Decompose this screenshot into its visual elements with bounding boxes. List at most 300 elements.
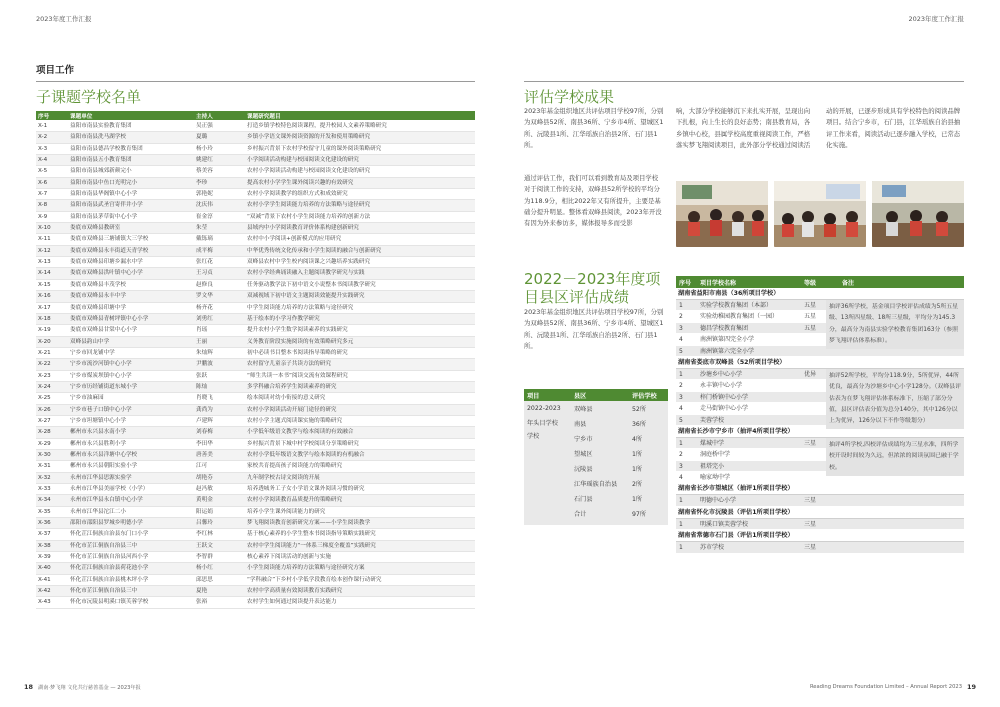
table-row xyxy=(36,484,475,495)
table-cell: X-42 xyxy=(38,588,51,595)
table-cell: 明德中心小学 xyxy=(700,497,737,505)
table-cell: 基于核心素养的小学生整本书阅读指导策略实践研究 xyxy=(247,531,376,538)
table-cell: 王习贞 xyxy=(196,270,213,277)
page-number-left: 18 xyxy=(24,683,34,691)
table-cell: 宁乡市历经铺街道东城小学 xyxy=(70,383,138,390)
table-cell: X-39 xyxy=(38,554,51,561)
table-cell: 优异 xyxy=(804,370,817,378)
table-cell: 核心素养下阅读活动的创新与实施 xyxy=(247,554,331,561)
summary-count: 36所 xyxy=(632,421,647,428)
eval-paragraph: 动的开展，已逐步形成具有学校特色的阅读品牌项目。结合宁乡市，石门县，江华瑶族自治县抽评工作来看，阅读活动已逐步融入学校，已常态化实施。 xyxy=(826,107,961,149)
table-cell: 益阳市南县武圣宫寄伴井小学 xyxy=(70,202,143,209)
table-cell: 永州市江华县思源实验学 xyxy=(70,474,132,481)
table-row xyxy=(36,427,475,438)
table-cell: X-1 xyxy=(38,123,48,129)
col-header: 县区 xyxy=(574,393,587,400)
table-cell: 打造乡镇学校特色阅读课程，提升校园人文素养策略研究 xyxy=(247,123,387,129)
table-row xyxy=(36,257,475,268)
table-cell: 怀化市芷江侗族自治县三中 xyxy=(70,542,138,549)
table-cell: “双减”背景下农村小学生阅读能力培养的创新方法 xyxy=(247,213,371,220)
summary-county: 双峰县 xyxy=(574,406,593,413)
table-cell: 小学低年级语文教学与绘本阅读的有效融合 xyxy=(247,429,354,436)
table-row xyxy=(36,382,475,393)
table-row xyxy=(36,212,475,223)
table-row xyxy=(36,234,475,245)
table-cell: 刘春梅 xyxy=(196,429,213,436)
table-cell: 农村留守儿童亲子共读方法的研究 xyxy=(247,361,331,368)
table-cell: 杨小红 xyxy=(196,565,213,572)
table-row xyxy=(36,189,475,200)
results-title: 2022－2023年度项目县区评估成绩 xyxy=(524,270,661,306)
summary-table-body xyxy=(524,401,668,525)
table-cell: X-24 xyxy=(38,383,51,390)
results-table-header xyxy=(676,276,964,288)
table-cell: 罗文华 xyxy=(196,293,213,300)
table-cell: 德昌学校教育集团 xyxy=(700,324,749,332)
table-cell: 李智群 xyxy=(196,554,213,561)
table-cell: X-38 xyxy=(38,542,51,549)
table-cell: 乡镇小学语文课外阅读资源的开发和使用策略研究 xyxy=(247,134,371,141)
table-cell: X-13 xyxy=(38,259,51,266)
table-cell: 3 xyxy=(679,324,683,332)
table-cell: X-43 xyxy=(38,599,51,606)
table-row xyxy=(36,461,475,472)
table-cell: X-7 xyxy=(38,191,48,198)
table-cell: X-37 xyxy=(38,531,51,538)
table-cell: X-4 xyxy=(38,157,48,164)
summary-county: 望城区 xyxy=(574,451,593,458)
summary-county: 宁乡市 xyxy=(574,436,593,443)
table-cell: 多学科融合培养学生阅读素养的研究 xyxy=(247,383,337,390)
col-header: 评估学校 xyxy=(632,393,657,400)
table-cell: 益阳市南县洗马湖学校 xyxy=(70,134,126,141)
table-cell: 张红花 xyxy=(196,259,213,266)
table-cell: X-15 xyxy=(38,281,51,288)
table-cell: 5 xyxy=(679,347,683,355)
group-title: 湖南省长沙市望城区（抽评1所项目学校） xyxy=(676,483,964,495)
table-cell: 提升农村小学生数学阅读素养的实践研究 xyxy=(247,327,348,334)
divider xyxy=(524,81,964,82)
table-cell: X-34 xyxy=(38,497,51,504)
table-cell: 三星 xyxy=(804,439,817,447)
table-row xyxy=(36,359,475,370)
table-row xyxy=(36,280,475,291)
group-block xyxy=(676,495,964,506)
table-cell: 益阳市南县实验教育集团 xyxy=(70,123,132,129)
table-row xyxy=(36,529,475,540)
table-cell: 肖瑶 xyxy=(196,327,208,334)
table-cell: 三星 xyxy=(804,497,817,505)
classroom-photo xyxy=(774,181,866,247)
table-cell: 永丰镇中心小学 xyxy=(700,382,743,390)
eval-paragraph: 通过评估工作，我们可以看到教育局及项目学校对于阅读工作的支持，双峰县52所学校的平均分为118.9分，相比2022年又有所提升，主要是基础分提升明显。整体看双峰县阅读，2023年开没有因为外来参访多，媒体报导多而受影 xyxy=(524,174,662,228)
col-header: 等级 xyxy=(804,280,817,287)
table-cell: 五星 xyxy=(804,324,817,332)
table-cell: 娄底市双峰县印塘乡漏水中学 xyxy=(70,259,143,266)
table-cell: 邱思思 xyxy=(196,576,213,583)
table-cell: 成平梅 xyxy=(196,247,213,254)
table-cell: 娄底市双峰县永丰中学 xyxy=(70,293,126,300)
table-cell: 小学生阅读能力培养的方法策略与途径研究方案 xyxy=(247,565,365,572)
table-cell: 农村小学学生阅读能力培养的方法策略与途径研究 xyxy=(247,202,371,209)
group-note: 抽评52所学校，平均分118.9分，5所优异，44所优良，最高分为沙塘乡中心小学128分。（双峰县评估表为在梦飞翔评估体系标准下，压缩了部分分值，县区评估表分值为总分140分，其中126分以上为优异，126分以下不作等级划分） xyxy=(826,369,964,429)
table-cell: 明溪口镇芙蓉学校 xyxy=(700,520,749,528)
group-title: 湖南省娄底市双峰县（52所项目学校） xyxy=(676,357,964,369)
table-cell: 吴正强 xyxy=(196,123,213,129)
results-table-body xyxy=(676,288,964,554)
summary-count: 1所 xyxy=(632,496,643,503)
summary-project: 学校 xyxy=(527,433,540,440)
table-row xyxy=(36,586,475,597)
table-cell: 农村中小学阅读+创新模式的应用研究 xyxy=(247,236,342,243)
table-cell: 1 xyxy=(679,497,683,505)
table-cell: X-18 xyxy=(38,315,51,322)
table-cell: 朱莹 xyxy=(196,225,208,232)
summary-table-header xyxy=(524,389,668,401)
table-row xyxy=(36,132,475,143)
eval-paragraph: 响，大部分学校能够沉下来扎实开展，呈现出向下扎根，向上生长的良好态势；南县教育局，各乡镇中心校，县属学校高度重视阅读工作，严格落实梦飞翔阅读项目，此外部分学校通过阅读活 xyxy=(676,107,811,149)
table-cell: 张裕 xyxy=(196,599,208,606)
table-cell: 梓门桥镇中心小学 xyxy=(700,393,749,401)
group-title: 湖南省常德市石门县（评估1所项目学校） xyxy=(676,530,964,542)
table-cell: 李红林 xyxy=(196,531,213,538)
table-cell: 唐善美 xyxy=(196,451,213,458)
table-cell: 刘勇红 xyxy=(196,315,213,322)
table-cell: 宁乡市油麻园 xyxy=(70,395,104,402)
table-row xyxy=(36,507,475,518)
table-cell: 娄底市双峰县丰茂学校 xyxy=(70,281,126,288)
table-cell: 梦飞翔阅读教育创新研究方案——小学生阅读教学 xyxy=(247,520,371,527)
table-cell: “师生共读一本书”阅读交流有效课程研究 xyxy=(247,372,348,379)
table-cell: X-17 xyxy=(38,304,51,311)
table-cell: 怀化芷江侗族自治县东门口小学 xyxy=(70,531,149,538)
table-cell: 农村小学主题式阅读课实施的策略研究 xyxy=(247,417,343,424)
table-cell: 王跃文 xyxy=(196,542,213,549)
table-cell: X-28 xyxy=(38,429,51,436)
table-cell: 宁乡市巷子口镇中心小学 xyxy=(70,406,132,413)
group-title: 湖南省怀化市沅陵县（评估1所项目学校） xyxy=(676,507,964,519)
table-cell: 农村小学阅读活动构建与校园阅读文化建设的研究 xyxy=(247,168,371,175)
table-cell: 益阳市南县城郊新颜完小 xyxy=(70,168,132,175)
table-cell: 尹鹏波 xyxy=(196,361,213,368)
table-row xyxy=(36,144,475,155)
table-row xyxy=(36,450,475,461)
eval-title: 评估学校成果 xyxy=(524,88,615,106)
table-cell: X-41 xyxy=(38,576,51,583)
table-cell: 农村小学阅读活动开展门途径的研究 xyxy=(247,406,337,413)
classroom-photo xyxy=(676,181,768,247)
table-cell: X-35 xyxy=(38,508,51,515)
table-row xyxy=(36,348,475,359)
table-cell: X-22 xyxy=(38,361,51,368)
table-cell: 永州市江华县永白镇中心小学 xyxy=(70,497,143,504)
table-cell: 娄底市双峰县印塘中学 xyxy=(70,304,126,311)
table-cell: 阳运娟 xyxy=(196,508,213,515)
table-cell: X-29 xyxy=(38,440,51,447)
table-cell: 苏市学校 xyxy=(700,544,725,552)
table-cell: 走马街镇中心小学 xyxy=(700,405,749,413)
group-block xyxy=(676,300,964,357)
table-cell: X-20 xyxy=(38,338,51,345)
table-cell: X-16 xyxy=(38,293,51,300)
table-cell: 陈灿 xyxy=(196,383,208,390)
table-row xyxy=(36,518,475,529)
summary-county: 合计 xyxy=(574,511,587,518)
summary-count: 1所 xyxy=(632,451,643,458)
table-cell: 洞庭桥中学 xyxy=(700,451,731,459)
table-cell: 小学阅读活动构建与校园阅读文化建设的研究 xyxy=(247,157,359,164)
table-row xyxy=(676,542,964,553)
header-right: 2023年度工作汇报 xyxy=(908,15,964,23)
group-note: 抽评4所学校,四校评估成绩均为三星水准，四所学校开设时间较为久远，但浓浓的阅读氛围已融于学校。 xyxy=(826,438,964,476)
table-cell: X-14 xyxy=(38,270,51,277)
table-cell: 郭艳妮 xyxy=(196,191,213,198)
group-block xyxy=(676,369,964,426)
table-row xyxy=(36,393,475,404)
table-cell: 农村小学经典诵读融入主题阅读教学研究与实践 xyxy=(247,270,365,277)
table-row xyxy=(676,495,964,506)
table-cell: 郴州市永兴县水南小学 xyxy=(70,429,126,436)
table-cell: 娄底市双峰县甘棠中心小学 xyxy=(70,327,138,334)
table-cell: 双峰县农村中学生校内阅读课之兴趣培养实践研究 xyxy=(247,259,371,266)
table-cell: 龚尚为 xyxy=(196,406,213,413)
table-row xyxy=(36,246,475,257)
table-row xyxy=(36,268,475,279)
table-cell: 宁乡市坦塘镇中心小学 xyxy=(70,417,126,424)
table-cell: X-31 xyxy=(38,463,51,470)
table-row xyxy=(36,473,475,484)
table-row xyxy=(36,597,475,608)
table-cell: “学科融合”下乡村小学低学段教育绘本创作课行动研究 xyxy=(247,576,382,583)
table-cell: 娄底市双峰县洪叶镇中心小学 xyxy=(70,270,143,277)
table-cell: X-25 xyxy=(38,395,51,402)
table-cell: 宁乡市回龙铺中学 xyxy=(70,349,115,356)
table-cell: 永州市江华县沱江二小 xyxy=(70,508,126,515)
table-cell: X-19 xyxy=(38,327,51,334)
table-cell: 实验幼稚园教育集团（一园） xyxy=(700,313,779,321)
table-cell: 绘本阅读对幼小衔接的意义研究 xyxy=(247,395,326,402)
table-cell: X-3 xyxy=(38,145,48,152)
table-cell: 4 xyxy=(679,336,683,344)
table-cell: 乡村振兴背景下农村学校留守儿童的课外阅读策略研究 xyxy=(247,145,382,152)
table-row xyxy=(36,200,475,211)
table-cell: X-26 xyxy=(38,406,51,413)
table-cell: 农村中学生阅读能力“一体系三梯度全覆盖”实践研究 xyxy=(247,542,376,549)
table-row xyxy=(36,405,475,416)
col-header: 序号 xyxy=(38,114,50,120)
table-cell: 中学生阅读能力培养的方法策略与途径研究 xyxy=(247,304,354,311)
table-cell: 娄底市双峰县青树坪镇中心小学 xyxy=(70,315,149,322)
table-cell: 怀化市芷江侗族自治县三中 xyxy=(70,588,138,595)
table-cell: 蔡美容 xyxy=(196,168,213,175)
group-title: 湖南省益阳市南县（36所项目学校） xyxy=(676,288,964,300)
table-cell: 1 xyxy=(679,439,683,447)
table-cell: 宁乡市煤炭坝镇中心小学 xyxy=(70,372,132,379)
table-row xyxy=(36,325,475,336)
summary-county: 江华瑶族自治县 xyxy=(574,481,618,488)
table-cell: 益阳市南县中鱼口光明完小 xyxy=(70,179,138,186)
table-cell: 郴州市永兴县胜利小学 xyxy=(70,440,126,447)
table-cell: 三星 xyxy=(804,520,817,528)
table-cell: 2 xyxy=(679,451,683,459)
table-cell: X-9 xyxy=(38,213,48,220)
table-cell: 农村学生如何通过阅读提升表达能力 xyxy=(247,599,337,606)
table-cell: 任务驱动教学法下初中语文小说整本书阅读教学研究 xyxy=(247,281,376,288)
table-row xyxy=(36,337,475,348)
table-row xyxy=(36,575,475,586)
page-number-right: 19 xyxy=(966,683,976,691)
table-row xyxy=(36,178,475,189)
table-cell: 吕馨玲 xyxy=(196,520,213,527)
table-cell: X-36 xyxy=(38,520,51,527)
table-cell: 1 xyxy=(679,520,683,528)
table-row xyxy=(36,155,475,166)
table-cell: 培养透城务工子女小学语文课外阅读习惯的研究 xyxy=(247,486,365,492)
table-cell: 义务教育阶段实施阅读的有效策略研究多元 xyxy=(247,338,354,345)
table-cell: 五星 xyxy=(804,313,817,321)
results-table xyxy=(676,276,964,554)
table-cell: 家校共育提高孩子阅读能力的策略研究 xyxy=(247,463,343,470)
table-cell: 喻家坳中学 xyxy=(700,474,731,482)
table-row xyxy=(36,563,475,574)
table-cell: 娄底市双峰县永丰街道天青学校 xyxy=(70,247,149,254)
table-cell: X-23 xyxy=(38,372,51,379)
table-row xyxy=(36,166,475,177)
summary-county: 南县 xyxy=(574,421,587,428)
summary-count: 2所 xyxy=(632,481,643,488)
table-cell: 戴铄璃 xyxy=(196,236,213,243)
table-cell: 怀化芷江侗族自治县荷花池小学 xyxy=(70,565,149,572)
col-header: 序号 xyxy=(679,280,692,287)
footer-left: 湖南·梦飞翔 文化共行慈善基金 — 2023年报 xyxy=(38,685,141,691)
table-cell: X-2 xyxy=(38,134,48,141)
table-row xyxy=(36,291,475,302)
table-cell: X-5 xyxy=(38,168,48,175)
table-cell: 1 xyxy=(679,544,683,552)
table-cell: 胡艳芬 xyxy=(196,474,213,481)
table-cell: 县域内中小学阅读教育评价体系构建创新研究 xyxy=(247,225,359,232)
table-row xyxy=(36,223,475,234)
table-cell: 农村小学低年级语文教学与绘本阅读的有机融合 xyxy=(247,451,365,458)
summary-table xyxy=(524,389,668,525)
table-cell: 4 xyxy=(679,474,683,482)
table-cell: 娄底市双峰县教研室 xyxy=(70,225,121,232)
table-cell: 沙塘乡中心小学 xyxy=(700,370,743,378)
table-cell: X-32 xyxy=(38,474,51,481)
table-cell: X-21 xyxy=(38,349,51,356)
table-cell: X-11 xyxy=(38,236,51,243)
table-row xyxy=(36,495,475,506)
table-cell: 杨小玲 xyxy=(196,145,213,152)
table-cell: 五星 xyxy=(804,302,817,309)
table-cell: 黄明金 xyxy=(196,497,213,504)
table-cell: 李田华 xyxy=(196,440,213,447)
table-cell: 郴州市永兴县朝阳实验小学 xyxy=(70,463,138,470)
table-cell: 姚建红 xyxy=(196,157,213,164)
table-cell: 李珍 xyxy=(196,179,208,186)
table-cell: X-8 xyxy=(38,202,48,209)
table-cell: X-12 xyxy=(38,247,51,254)
table-cell: 永州市江华县美丽学校（小学） xyxy=(70,486,149,492)
table-row xyxy=(36,439,475,450)
table-cell: 赵修良 xyxy=(196,281,213,288)
summary-count: 52所 xyxy=(632,406,647,413)
section-title: 项目工作 xyxy=(36,65,75,76)
table-cell: 3 xyxy=(679,462,683,470)
table-cell: 沈庆伟 xyxy=(196,202,213,209)
table-cell: X-10 xyxy=(38,225,51,232)
table-cell: 南洲镇第六完全小学 xyxy=(700,347,755,355)
table-cell: 祖塔完小 xyxy=(700,462,725,470)
table-cell: 赵冯敏 xyxy=(196,486,213,492)
table-cell: X-30 xyxy=(38,451,51,458)
table-cell: X-27 xyxy=(38,417,51,424)
table-cell: 邵阳市邵阳县罗城乡明德小学 xyxy=(70,520,143,527)
subproject-title: 子课题学校名单 xyxy=(36,88,142,106)
table-cell: 王丽 xyxy=(196,338,208,345)
table-cell: 培养小学生课外阅读能力的研究 xyxy=(247,508,326,515)
subproject-table xyxy=(36,121,475,609)
col-header: 课题单位 xyxy=(70,114,93,120)
summary-project: 2022-2023 xyxy=(527,405,561,412)
table-cell: 益阳市南县茅草街中心小学 xyxy=(70,213,138,220)
table-row xyxy=(676,519,964,530)
col-header: 项目 xyxy=(527,393,540,400)
group-block xyxy=(676,438,964,484)
table-cell: 中华优秀传统文化传承和小学生阅读的融合与创新研究 xyxy=(247,247,382,254)
results-paragraph: 2023年基金组织地区共评估项目学校97所，分别为双峰县52所、南县36所、宁乡市4所、望城区1所、沅陵县1所、江华瑶族自治县2所、石门县1所。 xyxy=(524,308,664,350)
divider xyxy=(36,81,475,82)
table-cell: 夏璐 xyxy=(196,134,208,141)
summary-county: 沅陵县 xyxy=(574,466,593,473)
table-cell: 乡村振兴背景下城中村学校阅读分享策略研究 xyxy=(247,440,359,447)
table-cell: 张跃 xyxy=(196,372,208,379)
header-left: 2023年度工作汇报 xyxy=(36,15,92,23)
summary-project: 年头目学校 xyxy=(527,420,558,427)
table-cell: 双峰县韵山中学 xyxy=(70,338,110,345)
table-row xyxy=(36,121,475,132)
col-header: 主持人 xyxy=(196,114,213,120)
table-row xyxy=(36,416,475,427)
table-cell: X-6 xyxy=(38,179,48,186)
classroom-photo xyxy=(872,181,964,247)
group-block xyxy=(676,519,964,530)
table-cell: 杨齐花 xyxy=(196,304,213,311)
table-cell: 初中必读书目整本书阅读指导策略的研究 xyxy=(247,349,348,356)
subproject-table-header xyxy=(36,111,475,120)
footer-right: Reading Dreams Foundation Limited – Annual Report 2023 xyxy=(809,684,962,690)
table-cell: 农村小学阅读教学的组织方式和成效研究 xyxy=(247,191,348,198)
table-cell: 提高农村小学学生课外阅读兴趣的有效研究 xyxy=(247,179,354,186)
table-cell: 九年制学校古诗文阅读的开展 xyxy=(247,474,320,481)
table-cell: 2 xyxy=(679,382,683,390)
table-cell: 农村小学阅读教育品质提升的策略研究 xyxy=(247,497,343,504)
col-header: 课题研究题目 xyxy=(247,114,281,120)
table-cell: 煤城中学 xyxy=(700,439,725,447)
table-cell: 崔金淳 xyxy=(196,213,213,220)
group-block xyxy=(676,542,964,553)
table-cell: 卢建辉 xyxy=(196,417,213,424)
table-cell: 1 xyxy=(679,370,683,378)
table-cell: 夏艳 xyxy=(196,588,208,595)
summary-county: 石门县 xyxy=(574,496,593,503)
table-cell: 江可 xyxy=(196,463,208,470)
col-header: 备注 xyxy=(842,280,855,287)
table-cell: 郴州市永兴县洋塘中心学校 xyxy=(70,451,138,458)
table-cell: 双减视域下初中语文主题阅读效能提升实践研究 xyxy=(247,293,365,300)
table-cell: 娄底市双峰县三塘铺镇大三学校 xyxy=(70,236,149,243)
table-row xyxy=(36,541,475,552)
